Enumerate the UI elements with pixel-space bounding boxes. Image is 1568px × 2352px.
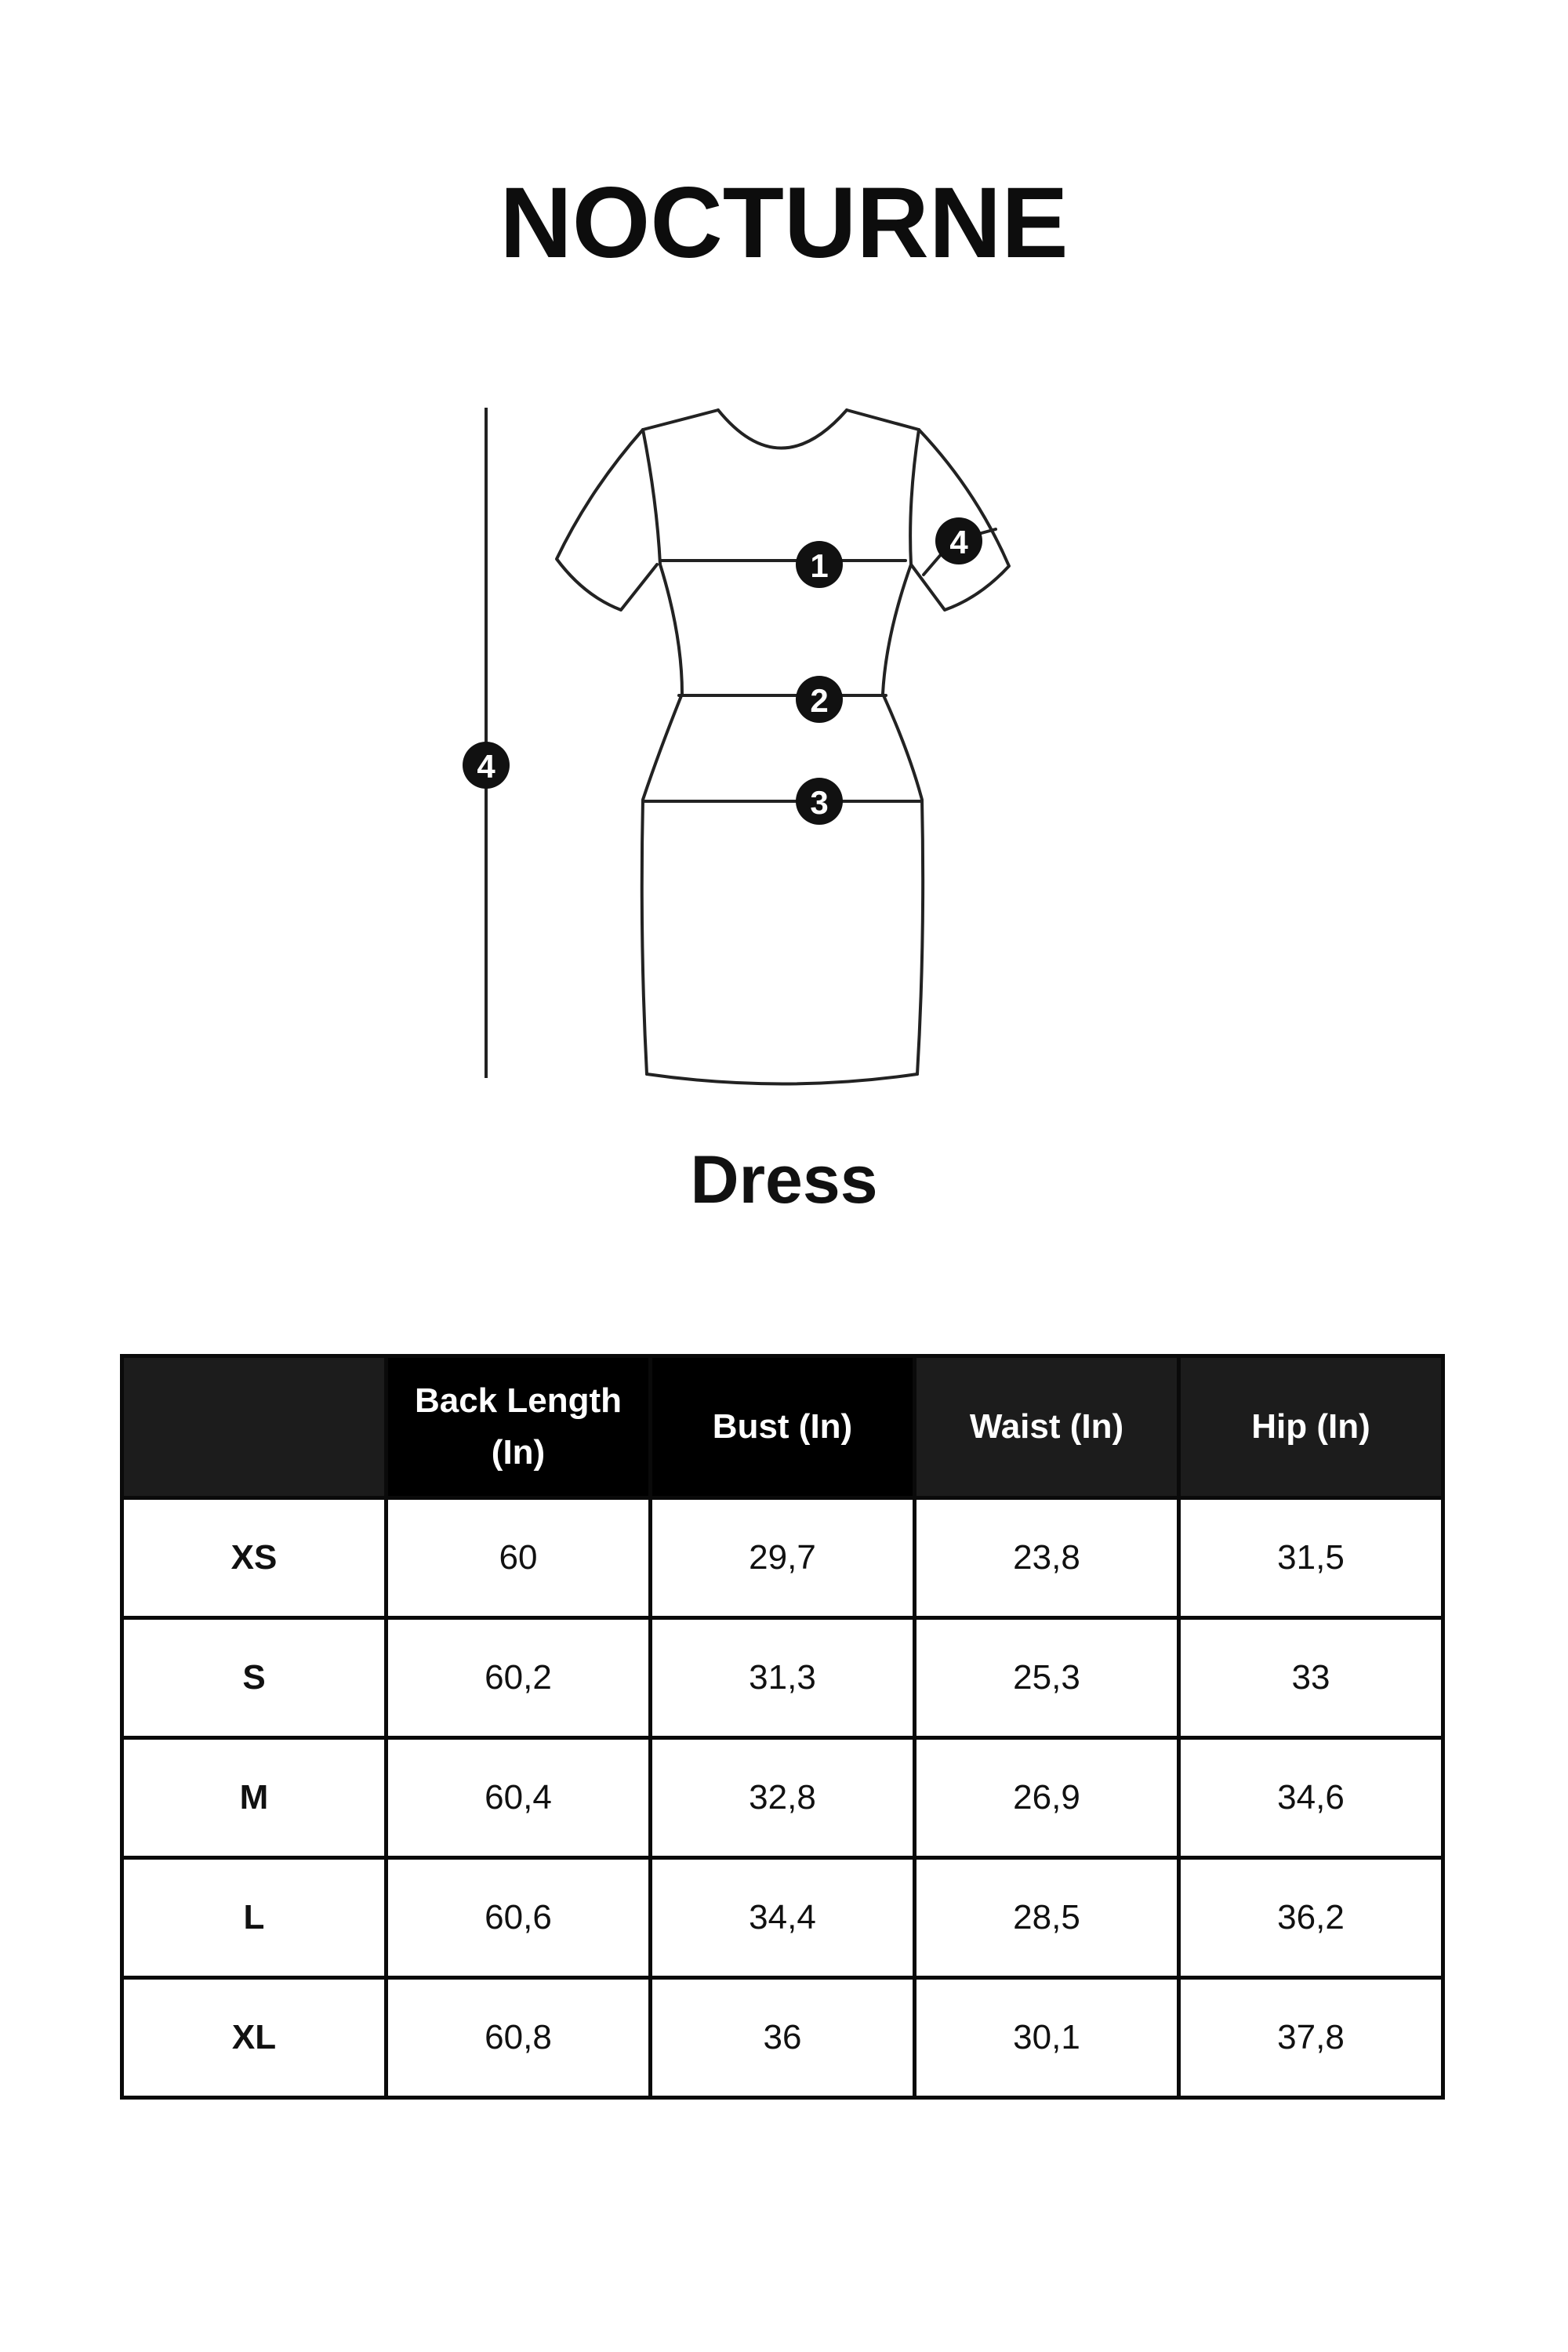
hip-cell: 37,8 (1179, 1978, 1443, 2098)
marker-length (463, 742, 510, 789)
waist-cell: 26,9 (915, 1738, 1179, 1858)
bust-cell: 34,4 (651, 1858, 915, 1978)
header-bust: Bust (In) (651, 1356, 915, 1498)
back-length-cell: 60,4 (387, 1738, 651, 1858)
bust-cell: 36 (651, 1978, 915, 2098)
header-size (122, 1356, 387, 1498)
hip-cell: 33 (1179, 1618, 1443, 1738)
size-cell: S (122, 1618, 387, 1738)
size-cell: XS (122, 1498, 387, 1618)
back-length-cell: 60,6 (387, 1858, 651, 1978)
header-waist: Waist (In) (915, 1356, 1179, 1498)
back-length-cell: 60,8 (387, 1978, 651, 2098)
marker-hip (796, 778, 843, 825)
brand-logo: NOCTURNE (499, 167, 1069, 279)
header-back-length-label: Back Length (In) (414, 1381, 622, 1472)
waist-cell: 28,5 (915, 1858, 1179, 1978)
back-length-cell: 60,2 (387, 1618, 651, 1738)
bust-cell: 32,8 (651, 1738, 915, 1858)
waist-cell: 25,3 (915, 1618, 1179, 1738)
waist-cell: 30,1 (915, 1978, 1179, 2098)
garment-title: Dress (690, 1142, 878, 1218)
bust-cell: 29,7 (651, 1498, 915, 1618)
table-row (122, 1858, 1443, 1978)
table-header-row (122, 1356, 1443, 1498)
marker-bust-label: 1 (810, 547, 829, 584)
hip-cell: 36,2 (1179, 1858, 1443, 1978)
dress-outline (557, 410, 1009, 1084)
back-length-cell: 60 (387, 1498, 651, 1618)
marker-waist-label: 2 (810, 682, 829, 719)
marker-sleeve (935, 517, 982, 564)
hip-cell: 31,5 (1179, 1498, 1443, 1618)
table-row (122, 1618, 1443, 1738)
header-back-length (387, 1356, 651, 1498)
marker-bust (796, 541, 843, 588)
size-cell: XL (122, 1978, 387, 2098)
waist-cell: 23,8 (915, 1498, 1179, 1618)
size-cell: M (122, 1738, 387, 1858)
size-cell: L (122, 1858, 387, 1978)
table-row (122, 1738, 1443, 1858)
size-chart-table (120, 1354, 1445, 2100)
marker-waist (796, 676, 843, 723)
marker-hip-label: 3 (810, 784, 829, 821)
marker-sleeve-label: 4 (949, 524, 968, 561)
hip-cell: 34,6 (1179, 1738, 1443, 1858)
marker-length-label: 4 (477, 748, 495, 785)
bust-cell: 31,3 (651, 1618, 915, 1738)
header-hip: Hip (In) (1179, 1356, 1443, 1498)
table-row (122, 1498, 1443, 1618)
table-row (122, 1978, 1443, 2098)
